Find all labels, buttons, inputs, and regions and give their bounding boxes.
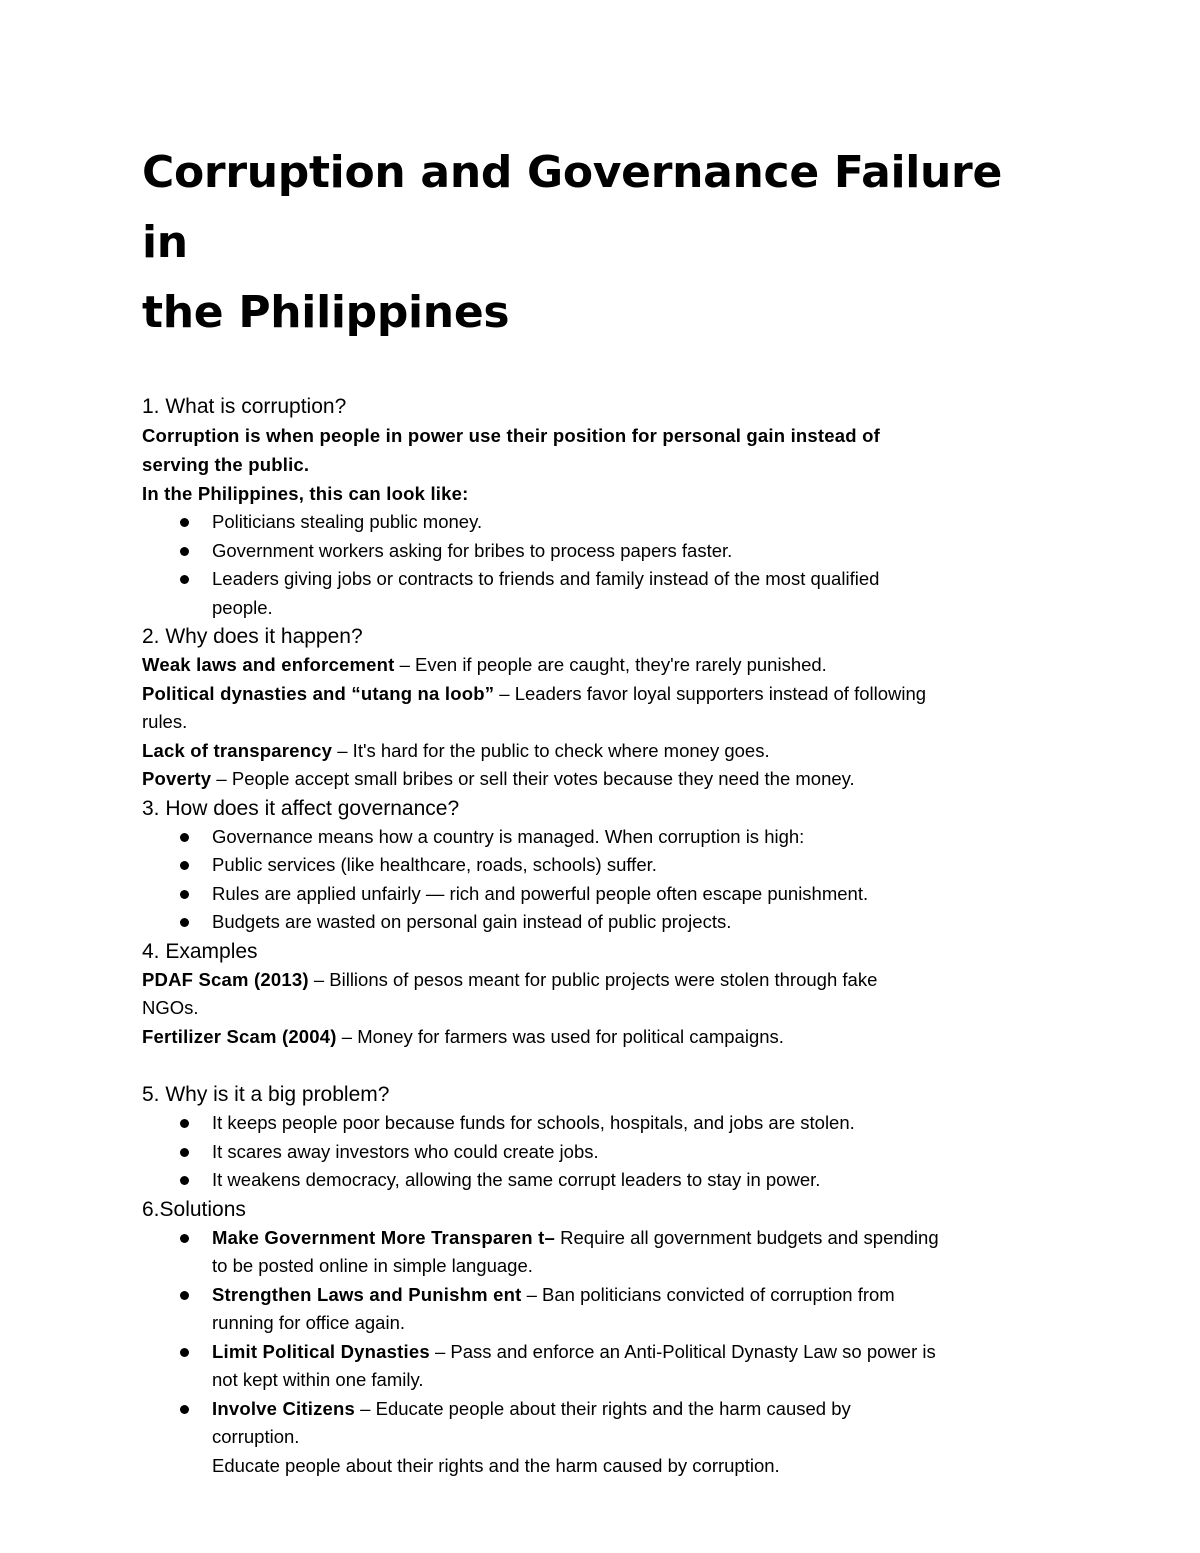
corruption-definition: Corruption is when people in power use their position for personal gain instead of serving the public. <box>142 425 880 475</box>
bullet-icon <box>180 1148 189 1157</box>
list-item: Governance means how a country is managed. When corruption is high: <box>212 823 1062 852</box>
list-item: It weakens democracy, allowing the same corrupt leaders to stay in power. <box>212 1166 1062 1195</box>
list-item: Government workers asking for bribes to process papers faster. <box>212 537 1062 566</box>
bullet-icon <box>180 1291 189 1300</box>
list-item: Limit Political Dynasties – Pass and enforce an Anti-Political Dynasty Law so power is not kept within one family. <box>212 1338 1062 1395</box>
section-6-heading: 6.Solutions <box>142 1197 246 1221</box>
cause-item: Poverty – People accept small bribes or sell their votes because they need the money. <box>142 768 855 789</box>
cause-item: Lack of transparency – It's hard for the public to check where money goes. <box>142 739 770 761</box>
section-3-bullets <box>142 823 1062 937</box>
list-item: Politicians stealing public money. <box>212 508 1062 537</box>
bullet-icon <box>180 1176 189 1185</box>
list-item: Public services (like healthcare, roads, schools) suffer. <box>212 851 1062 880</box>
bullet-icon <box>180 1234 189 1243</box>
section-4-heading: 4. Examples <box>142 939 258 963</box>
section-1-bullets <box>142 508 1062 622</box>
bullet-icon <box>180 918 189 927</box>
list-item: It keeps people poor because funds for schools, hospitals, and jobs are stolen. <box>212 1109 1062 1138</box>
list-item: Strengthen Laws and Punishm ent – Ban politicians convicted of corruption from running for office again. <box>212 1281 1062 1338</box>
title-line-2: the Philippines <box>142 287 510 338</box>
example-item: Fertilizer Scam (2004) – Money for farmers was used for political campaigns. <box>142 1025 784 1047</box>
bullet-icon <box>180 518 189 527</box>
section-1-heading: 1. What is corruption? <box>142 395 347 418</box>
cause-item: Political dynasties and “utang na loob” – Leaders favor loyal supporters instead of following rules. <box>142 682 927 732</box>
list-item: Involve Citizens – Educate people about their rights and the harm caused by corruption. Educate people about their rights and the harm caused by corruption. <box>212 1395 1062 1481</box>
bullet-icon <box>180 833 189 842</box>
section-1-intro: In the Philippines, this can look like: <box>142 483 469 504</box>
section-3-heading: 3. How does it affect governance? <box>142 796 460 820</box>
section-5-heading: 5. Why is it a big problem? <box>142 1083 390 1106</box>
cause-item: Weak laws and enforcement – Even if people are caught, they're rarely punished. <box>142 654 827 675</box>
list-item: Leaders giving jobs or contracts to friends and family instead of the most qualified people. <box>212 565 1062 622</box>
bullet-icon <box>180 861 189 870</box>
bullet-icon <box>180 575 189 584</box>
list-item: Rules are applied unfairly — rich and powerful people often escape punishment. <box>212 880 1062 909</box>
section-2-heading: 2. Why does it happen? <box>142 625 363 648</box>
document-title <box>142 138 1062 348</box>
bullet-icon <box>180 1405 189 1414</box>
section-5-bullets <box>142 1109 1062 1195</box>
bullet-icon <box>180 1348 189 1357</box>
example-item: PDAF Scam (2013) – Billions of pesos meant for public projects were stolen through fake NGOs. <box>142 968 878 1018</box>
list-item: Budgets are wasted on personal gain instead of public projects. <box>212 908 1062 937</box>
bullet-icon <box>180 1119 189 1128</box>
bullet-icon <box>180 547 189 556</box>
section-6-bullets <box>142 1224 1062 1481</box>
list-item: Make Government More Transparen t– Require all government budgets and spending to be posted online in simple language. <box>212 1224 1062 1281</box>
list-item: It scares away investors who could create jobs. <box>212 1138 1062 1167</box>
title-line-1: Corruption and Governance Failure in <box>142 147 1003 268</box>
bullet-icon <box>180 890 189 899</box>
document-page <box>142 138 1062 1480</box>
